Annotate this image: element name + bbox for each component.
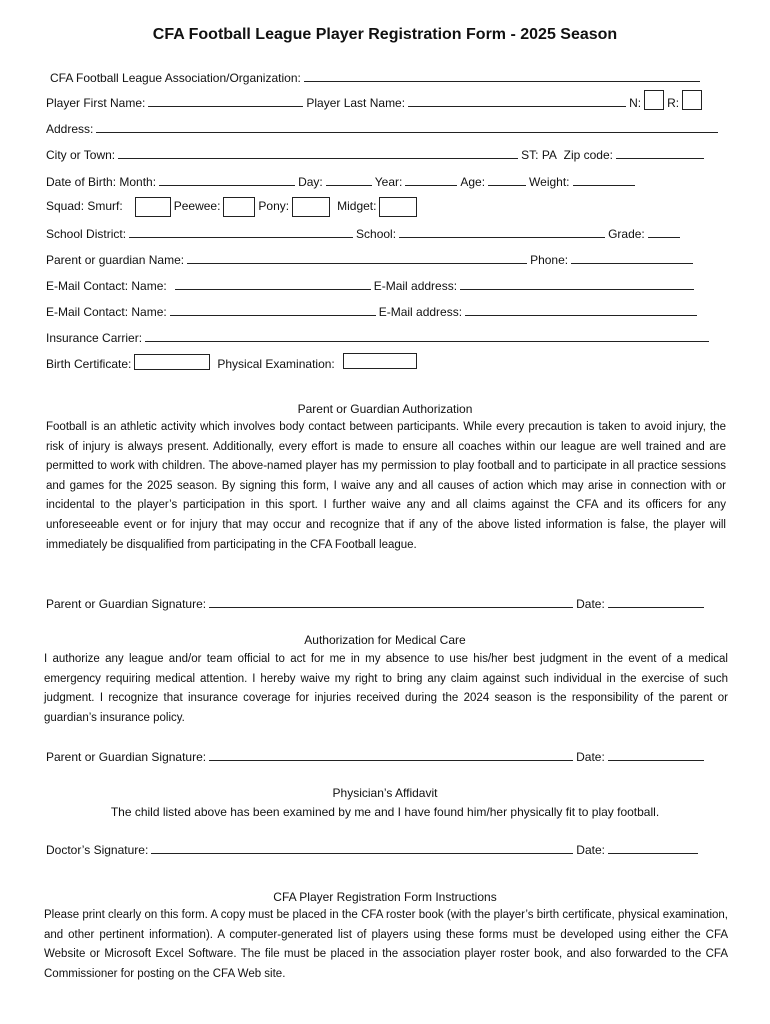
parent-name-input[interactable]	[187, 252, 527, 264]
instructions-text: Please print clearly on this form. A copy must be placed in the CFA roster book (with the player’s birth certificate, physical examination, and other pertinent information). A computer-generated list of players using these forms must be developed using either the CFA Website or Microsoft Excel Software. The file must be placed in the association player roster book, and also forwarded to the CFA Commissioner for posting on the CFA Web site.	[44, 909, 728, 980]
email-address-1-label: E-Mail address:	[373, 279, 458, 293]
dob-row	[46, 174, 638, 189]
first-name-label: Player First Name:	[46, 96, 146, 110]
authorization-date-label: Date:	[576, 597, 605, 611]
age-input[interactable]	[488, 174, 526, 186]
address-row	[46, 121, 721, 136]
midget-label: Midget:	[337, 199, 377, 214]
authorization-date-input[interactable]	[608, 596, 704, 608]
medical-date-label: Date:	[576, 750, 605, 764]
parent-row	[46, 252, 696, 267]
dob-month-input[interactable]	[159, 174, 295, 186]
r-label: R:	[667, 96, 680, 110]
phone-input[interactable]	[571, 252, 693, 264]
weight-label: Weight:	[529, 175, 570, 189]
school-district-label: School District:	[46, 227, 127, 241]
city-input[interactable]	[118, 147, 518, 159]
n-label: N:	[629, 96, 642, 110]
dob-year-label: Year:	[374, 175, 403, 189]
school-input[interactable]	[399, 226, 605, 238]
authorization-signature-label: Parent or Guardian Signature:	[46, 597, 207, 611]
parent-name-label: Parent or guardian Name:	[46, 253, 185, 267]
city-row	[46, 147, 707, 162]
doctor-date-label: Date:	[576, 843, 605, 857]
school-label: School:	[356, 227, 397, 241]
authorization-signature-input[interactable]	[209, 596, 573, 608]
city-label: City or Town:	[46, 148, 116, 162]
school-row	[46, 226, 683, 241]
medical-text: I authorize any league and/or team official to act for me in my absence to use his/her best judgment in the event of a medical emergency requiring medical attention. I hereby waive my right to bring any claim against such individual in the exercise of such judgment. I recognize that insurance coverage for injuries received during the 2024 season is the responsibility of the parent or guardian’s insurance policy.	[44, 653, 728, 724]
physician-heading: Physician’s Affidavit	[332, 786, 438, 800]
email-contact-2-label: E-Mail Contact: Name:	[46, 305, 167, 319]
weight-input[interactable]	[573, 174, 635, 186]
association-row	[50, 70, 703, 85]
last-name-input[interactable]	[408, 95, 626, 107]
smurf-checkbox[interactable]	[135, 197, 171, 217]
association-input[interactable]	[304, 70, 700, 82]
address-label: Address:	[46, 122, 94, 136]
insurance-input[interactable]	[145, 330, 709, 342]
squad-row	[46, 197, 420, 217]
n-checkbox[interactable]	[644, 90, 664, 110]
doctor-signature-label: Doctor’s Signature:	[46, 843, 149, 857]
email-contact-2-input[interactable]	[170, 304, 376, 316]
form-title: CFA Football League Player Registration Form - 2025 Season	[152, 26, 618, 43]
peewee-label: Peewee:	[173, 199, 221, 214]
dob-month-label: Date of Birth: Month:	[46, 175, 157, 189]
physical-exam-label: Physical Examination:	[217, 357, 335, 371]
doctor-signature-row	[46, 842, 701, 857]
grade-input[interactable]	[648, 226, 680, 238]
documents-row	[46, 357, 420, 371]
r-checkbox[interactable]	[682, 90, 702, 110]
instructions-heading: CFA Player Registration Form Instructions	[273, 890, 497, 904]
grade-label: Grade:	[608, 227, 645, 241]
insurance-row	[46, 330, 712, 345]
age-label: Age:	[460, 175, 486, 189]
dob-year-input[interactable]	[405, 174, 457, 186]
birth-certificate-checkbox[interactable]	[134, 354, 210, 370]
pony-checkbox[interactable]	[292, 197, 330, 217]
phone-label: Phone:	[530, 253, 569, 267]
doctor-signature-input[interactable]	[151, 842, 573, 854]
medical-signature-input[interactable]	[209, 749, 573, 761]
insurance-label: Insurance Carrier:	[46, 331, 143, 345]
address-input[interactable]	[96, 121, 718, 133]
authorization-heading: Parent or Guardian Authorization	[297, 402, 473, 416]
last-name-label: Player Last Name:	[306, 96, 406, 110]
name-row	[46, 95, 705, 110]
midget-checkbox[interactable]	[379, 197, 417, 217]
medical-signature-label: Parent or Guardian Signature:	[46, 750, 207, 764]
medical-signature-row	[46, 749, 707, 764]
medical-date-input[interactable]	[608, 749, 704, 761]
email-address-2-label: E-Mail address:	[378, 305, 463, 319]
email-row-2	[46, 304, 700, 319]
zip-label: Zip code:	[563, 148, 613, 162]
peewee-checkbox[interactable]	[223, 197, 255, 217]
email-address-1-input[interactable]	[460, 278, 694, 290]
state-label: ST: PA	[521, 148, 557, 162]
pony-label: Pony:	[258, 199, 290, 214]
authorization-signature-row	[46, 596, 707, 611]
email-row-1	[46, 278, 697, 293]
email-address-2-input[interactable]	[465, 304, 697, 316]
email-contact-1-label: E-Mail Contact: Name:	[46, 279, 167, 293]
physician-text: The child listed above has been examined by me and I have found him/her physically fit to play football.	[110, 805, 660, 819]
medical-heading: Authorization for Medical Care	[304, 633, 466, 647]
dob-day-input[interactable]	[326, 174, 372, 186]
email-contact-1-input[interactable]	[175, 278, 371, 290]
birth-certificate-label: Birth Certificate:	[46, 357, 132, 371]
physical-exam-checkbox[interactable]	[343, 353, 417, 369]
authorization-text: Football is an athletic activity which involves body contact between participants. While every precaution is taken to avoid injury, the risk of injury is always present. Additionally, every effort is made to ensure all coaches within our league are well trained and are permitted to work with children. The above-named player has my permission to play football and to participate in all practice sessions and games for the 2025 season. By signing this form, I waive any and all causes of action which may arise in connection with or incidental to the player’s participation in this sport. I further waive any and all claims against the CFA and its officers for any unforeseeable event or for injury that may occur and recognize that if any of the above listed information is false, the player will immediately be disqualified from participating in the CFA Football league.	[46, 421, 726, 551]
zip-input[interactable]	[616, 147, 704, 159]
squad-smurf-label: Squad: Smurf:	[46, 199, 123, 214]
school-district-input[interactable]	[129, 226, 353, 238]
first-name-input[interactable]	[148, 95, 303, 107]
dob-day-label: Day:	[298, 175, 323, 189]
association-label: CFA Football League Association/Organization:	[50, 71, 301, 85]
doctor-date-input[interactable]	[608, 842, 698, 854]
